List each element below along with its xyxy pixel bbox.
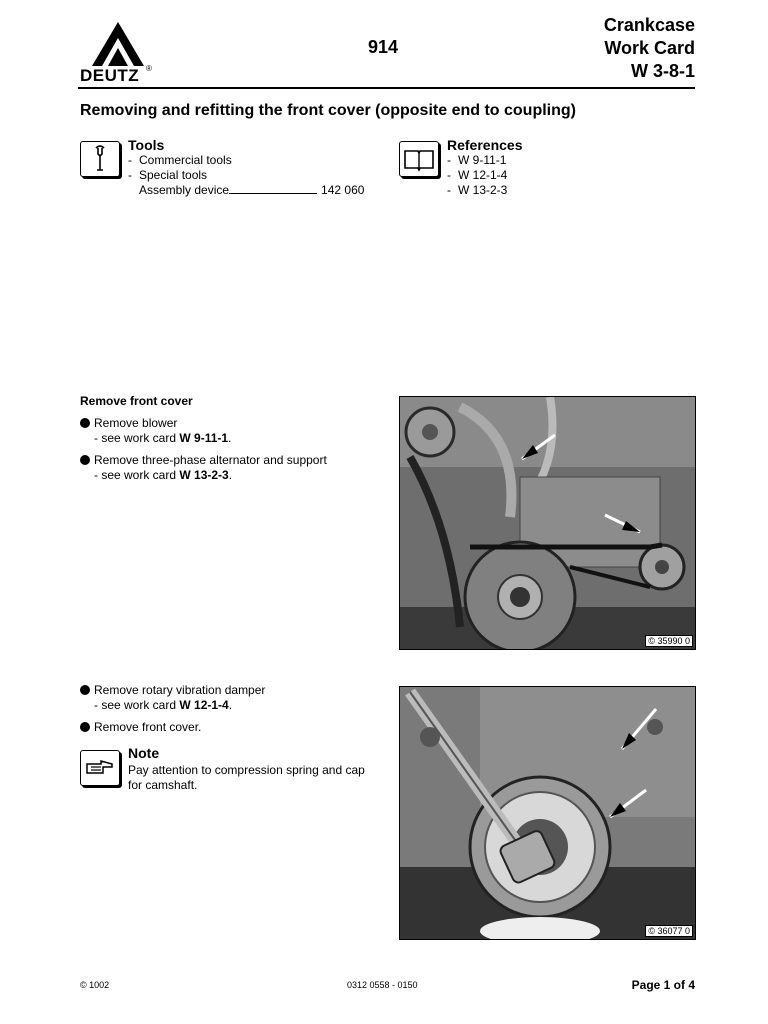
card-type: Work Card [604,38,695,58]
bullet-icon [80,722,90,732]
engine-photo-2 [399,686,696,940]
tool-item [128,168,364,183]
work-card-ref[interactable]: W 13-2-3 [179,468,229,482]
step-item [80,720,380,735]
remove-damper-section [80,676,380,735]
book-icon [399,141,439,177]
references-heading: References [447,137,523,153]
period: . [228,698,233,712]
dash: - [447,153,451,167]
reference-link[interactable]: W 9-11-1 [458,153,507,167]
reference-item [447,168,523,183]
reference-link[interactable]: W 12-1-4 [458,168,508,182]
assembly-label: Assembly device [139,183,230,197]
footer-copyright: © 1002 [80,980,110,990]
step-text: Remove three-phase alternator and support [94,453,327,467]
header-rule [78,87,695,89]
page-number: Page 1 of 4 [631,978,695,992]
card-category: Crankcase [603,15,695,35]
card-number: W 3-8-1 [630,61,695,81]
period: . [228,431,232,445]
wrench-icon [80,141,120,177]
tool-item [128,153,364,168]
dash: - [128,168,132,182]
step-item [80,416,380,446]
step-item [80,453,380,483]
reference-item [447,153,523,168]
period: . [228,468,233,482]
dash: - [128,153,132,167]
step-text: Remove rotary vibration damper [94,683,266,697]
step-sub-prefix: - see work card [94,468,180,482]
footer-doc-number: 0312 0558 - 0150 [347,980,418,990]
step-text: Remove front cover. [94,720,202,734]
leader-line [229,183,317,194]
photo-id-label: © 35990 0 [645,635,693,647]
registered-mark: ® [146,64,152,73]
card-title-block [604,14,695,83]
reference-item [447,183,523,198]
engine-photo-1 [399,396,696,650]
assembly-number: 142 060 [321,183,365,197]
reference-link[interactable]: W 13-2-3 [458,183,508,197]
work-card-ref[interactable]: W 9-11-1 [179,431,229,445]
brand-text: DEUTZ [80,66,140,85]
pointing-hand-icon [80,750,120,786]
photo-id-label: © 36077 0 [645,925,693,937]
bullet-icon [80,418,90,428]
bullet-icon [80,455,90,465]
step-sub-prefix: - see work card [94,431,180,445]
tool-item-label: Commercial tools [139,153,232,167]
section-heading: Remove front cover [80,394,193,408]
note-heading: Note [128,745,160,761]
step-text: Remove blower [94,416,178,430]
tools-heading: Tools [128,137,165,153]
bullet-icon [80,685,90,695]
tools-section [128,137,364,198]
page-title: Removing and refitting the front cover (opposite end to coupling) [80,102,576,119]
dash: - [447,183,451,197]
tool-item-label: Special tools [139,168,208,182]
work-card-ref[interactable]: W 12-1-4 [179,698,229,712]
references-section [447,137,523,198]
engine-model: 914 [368,37,399,57]
remove-front-cover-section [80,394,380,483]
assembly-device-line [128,183,364,198]
note-text: Pay attention to compression spring and cap for camshaft. [128,763,365,792]
step-item [80,683,380,713]
dash: - [447,168,451,182]
step-sub-prefix: - see work card [94,698,180,712]
